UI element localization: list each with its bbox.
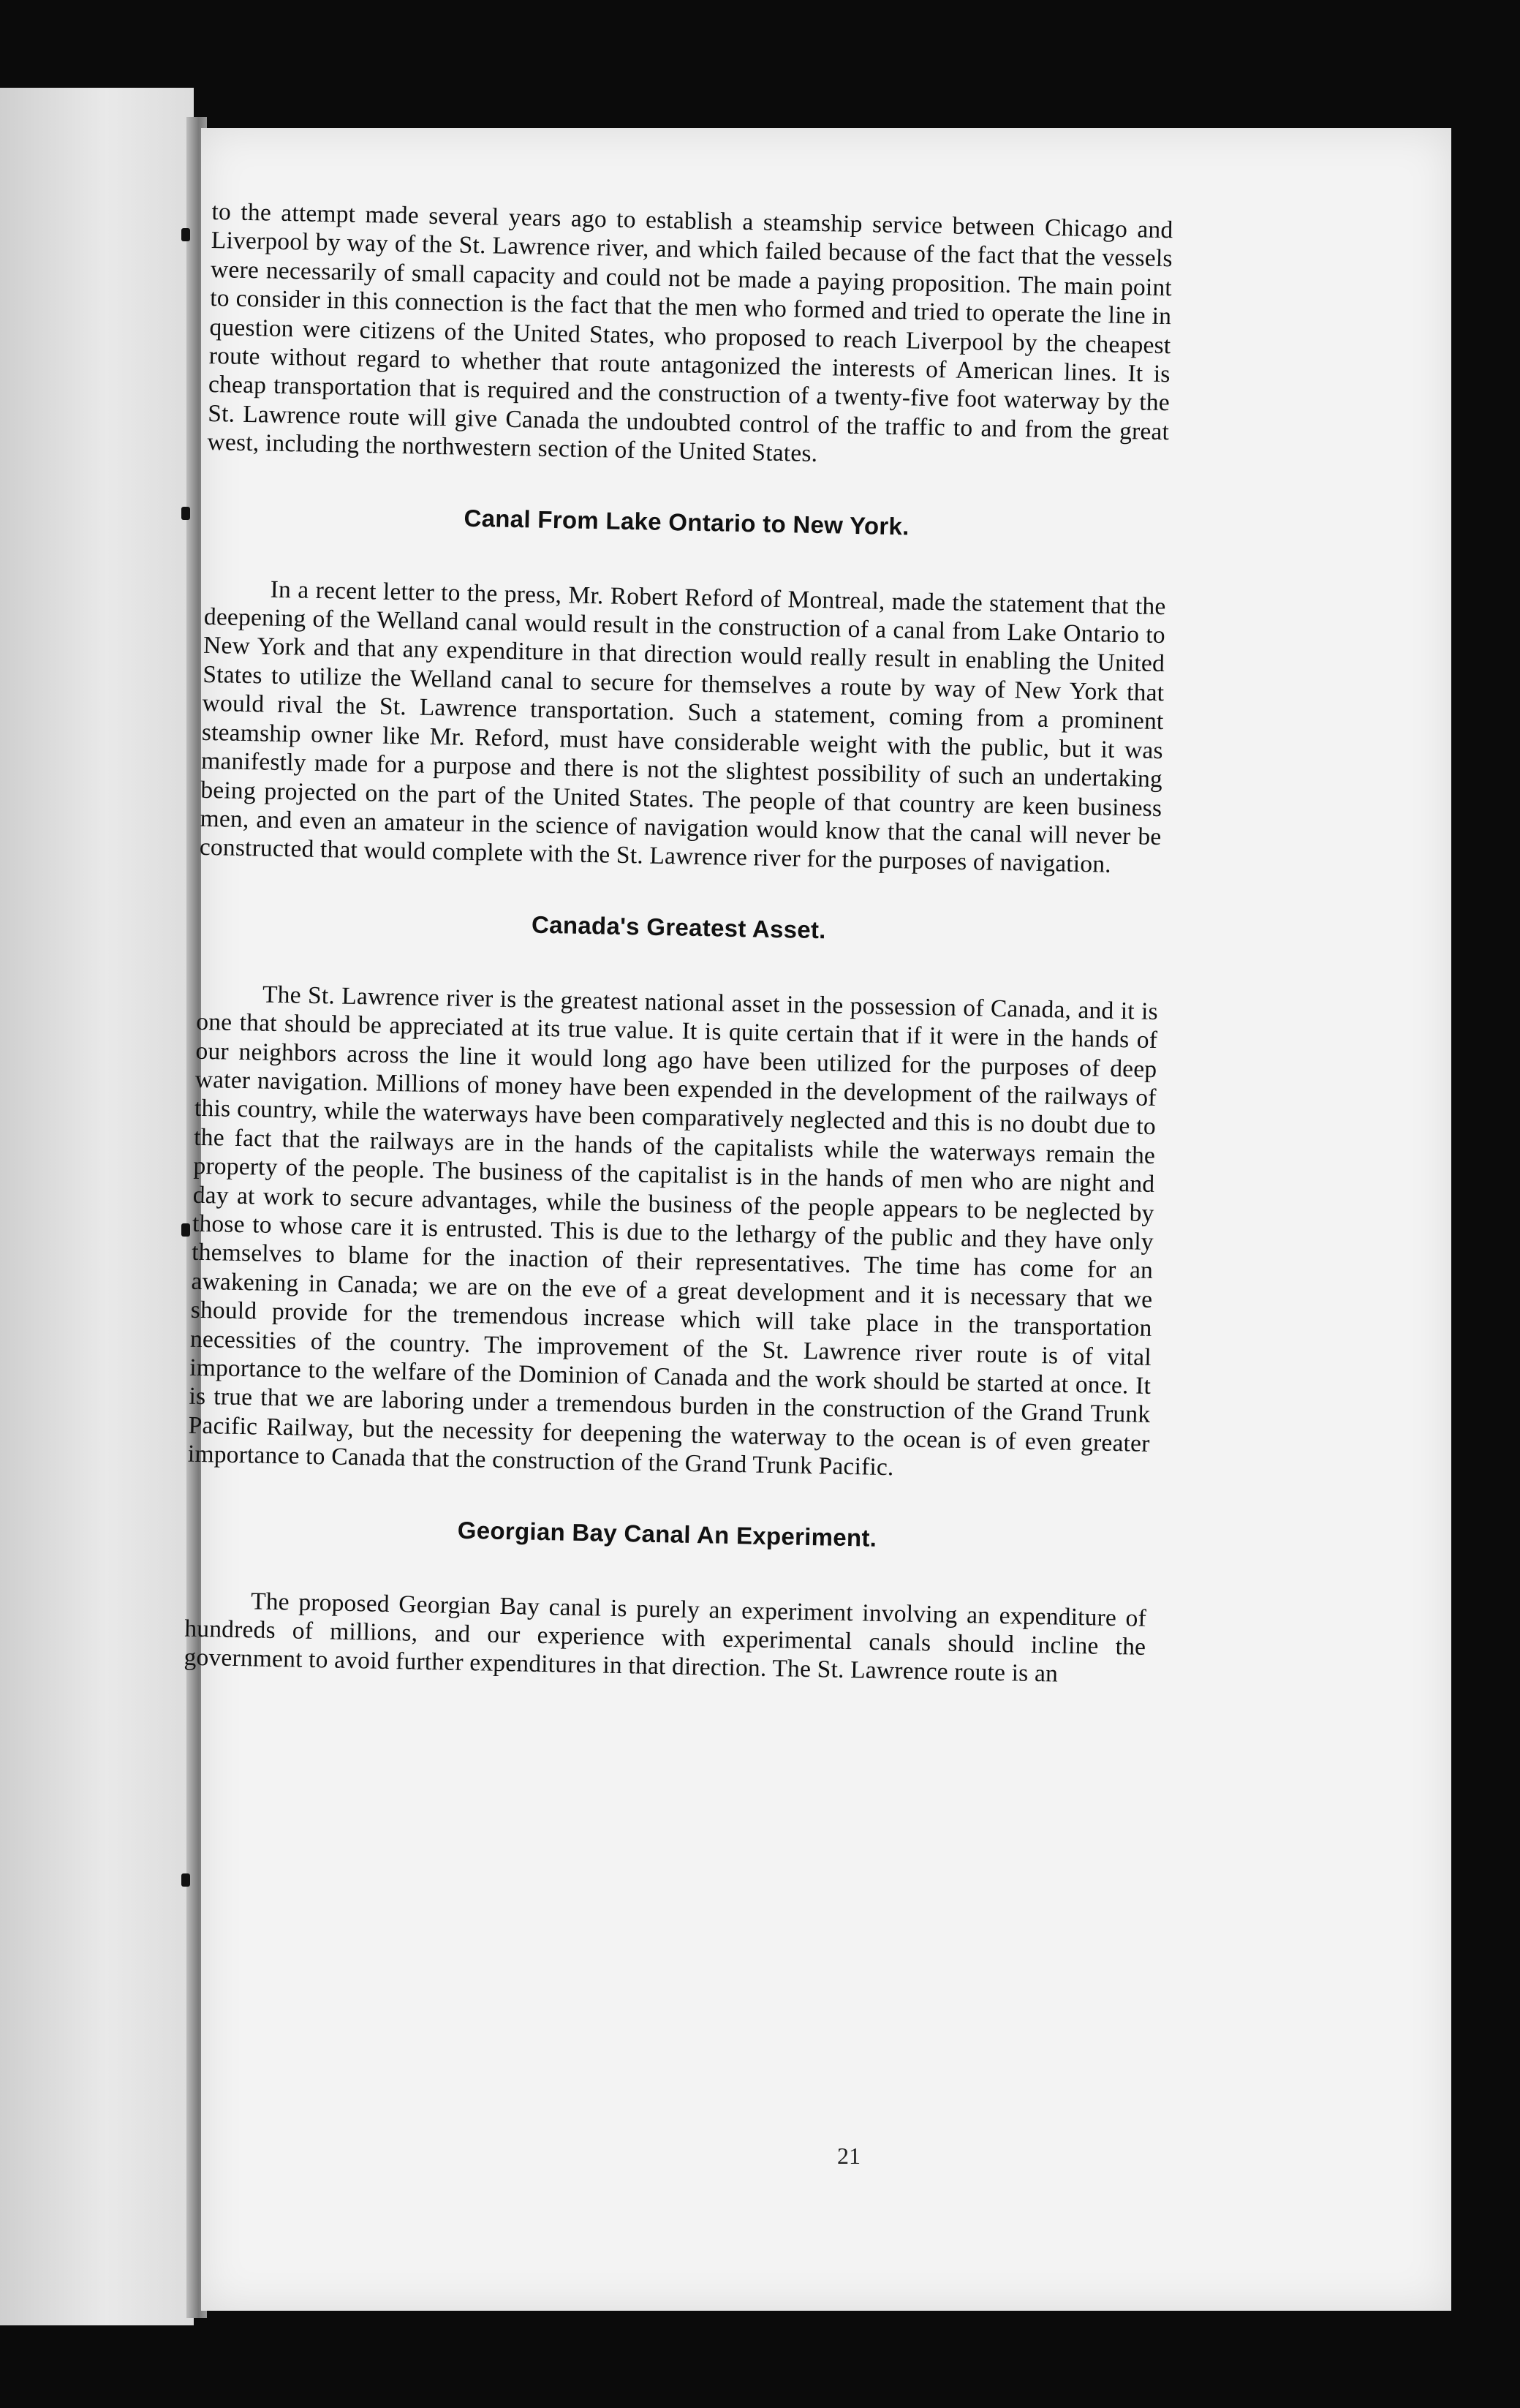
section-body-canal-new-york: In a recent letter to the press, Mr. Robert Reford of Montreal, made the statement that the deepening of the Welland canal would result in the construction of a canal from Lake Ontario to New York and that any expenditure in that direction would really result in enabling the United States to utilize the Welland canal to secure for themselves a route by way of New York that would rival the St. Lawrence transportation. Such a statement, coming from a prominent steamship owner like Mr. Reford, must have considerable weight with the public, but it was manifestly made for a purpose and there is not the slightest possibility of such an undertaking being projected on the part of the United States. The people of that country are keen business men, and even an amateur in the science of navigation would know that the canal will never be constructed that would complete with the St. Lawrence river for the purposes of navigation. [199, 575, 1166, 879]
section-heading-canal-new-york: Canal From Lake Ontario to New York. [464, 504, 910, 540]
section-heading-georgian-bay: Georgian Bay Canal An Experiment. [457, 1516, 877, 1552]
section-heading-greatest-asset: Canada's Greatest Asset. [531, 910, 827, 944]
binding-hole-mark [181, 1223, 190, 1237]
page-number: 21 [837, 2143, 861, 2169]
binding-hole-mark [181, 1873, 190, 1887]
binding-hole-mark [181, 228, 190, 241]
intro-paragraph: to the attempt made several years ago to establish a steamship service between Chicago and Liverpool by way of the St. Lawrence river, and which failed because of the fact that the vessels were necessarily of small capacity and could not be made a paying proposition. The main point to consider in this connection is the fact that the men who formed and tried to operate the line in question were citizens of the United States, who proposed to reach Liverpool by the cheapest route without regard to whether that route antagonized the interests of American lines. It is cheap transportation that is required and the construction of a twenty-five foot waterway by the St. Lawrence route will give Canada the undoubted control of the traffic to and from the great west, including the northwestern section of the United States. [207, 197, 1173, 468]
binding-hole-mark [181, 507, 190, 520]
page-text [184, 197, 1173, 1691]
section-body-georgian-bay: The proposed Georgian Bay canal is purely an experiment involving an expenditure of hundreds of millions, and our experience with experimental canals should incline the government to avoid further expenditures in that direction. The St. Lawrence route is an [184, 1588, 1147, 1688]
left-page-edge [0, 88, 194, 2325]
section-body-greatest-asset: The St. Lawrence river is the greatest national asset in the possession of Canada, and it is one that should be appreciated at its true value. It is quite certain that if it were in the hands of our neighbors across the line it would long ago have been utilized for the purposes of deep water navigation. Millions of money have been expended in the development of the railways of this country, while the waterways have been comparatively neglected and this is no doubt due to the fact that the railways are in the hands of the capitalists while the waterways remain the property of the people. The business of the capitalist is in the hands of men who are night and day at work to secure advantages, while the business of the people appears to be neglected by those to whose care it is entrusted. This is due to the lethargy of the public and they have only themselves to blame for the inaction of their representatives. The time has come for an awakening in Canada; we are on the eve of a great development and it is necessary that we should provide for the tremendous increase which will take place in the transportation necessities of the country. The improvement of the St. Lawrence river route is of vital importance to the welfare of the Dominion of Canada and the work should be started at once. It is true that we are laboring under a tremendous burden in the construction of the Grand Trunk Pacific Railway, but the necessity for deepening the waterway to the ocean is of even greater importance to Canada that the construction of the Grand Trunk Pacific. [187, 981, 1159, 1482]
